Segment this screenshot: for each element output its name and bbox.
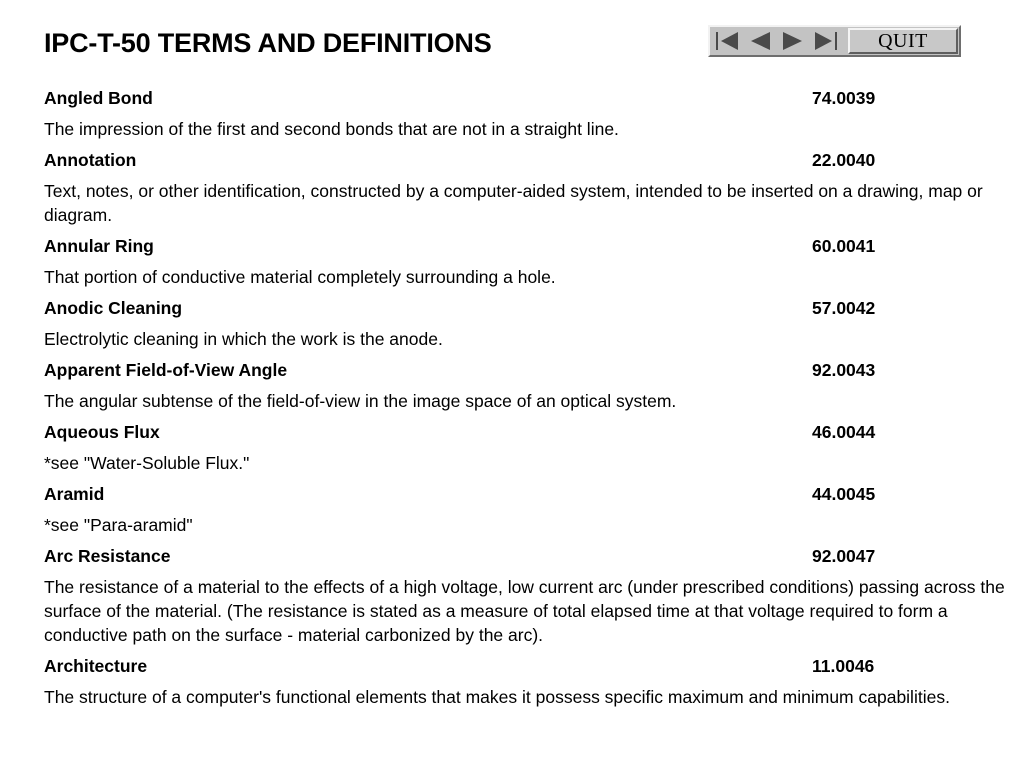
first-page-button[interactable] (710, 27, 743, 55)
glossary-list (44, 86, 1016, 716)
term-row (44, 234, 1016, 265)
term-row (44, 296, 1016, 327)
quit-button[interactable]: QUIT (848, 28, 958, 54)
term-name: Aqueous Flux (44, 422, 160, 442)
skip-to-last-icon (812, 29, 840, 53)
term-definition: Electrolytic cleaning in which the work is the anode. (44, 329, 443, 349)
term-number: 46.0044 (812, 422, 876, 442)
term-name: Annotation (44, 150, 137, 170)
term-definition: The impression of the first and second bonds that are not in a straight line. (44, 119, 619, 139)
term-number: 60.0041 (812, 236, 876, 256)
glossary-entry (44, 544, 1016, 654)
term-row (44, 544, 1016, 575)
previous-icon (746, 29, 774, 53)
term-definition: *see "Water-Soluble Flux." (44, 453, 250, 473)
glossary-entry (44, 420, 1016, 482)
last-page-button[interactable] (809, 27, 842, 55)
navigation-toolbar (708, 25, 961, 57)
term-name: Angled Bond (44, 88, 153, 108)
term-definition: *see "Para-aramid" (44, 515, 193, 535)
page-title: IPC-T-50 TERMS AND DEFINITIONS (44, 28, 492, 58)
term-row (44, 420, 1016, 451)
glossary-entry (44, 296, 1016, 358)
term-name: Aramid (44, 484, 105, 504)
term-row (44, 654, 1016, 685)
glossary-entry (44, 482, 1016, 544)
glossary-entry (44, 234, 1016, 296)
next-icon (779, 29, 807, 53)
glossary-entry (44, 654, 1016, 716)
term-name: Architecture (44, 656, 148, 676)
previous-page-button[interactable] (743, 27, 776, 55)
term-definition: That portion of conductive material completely surrounding a hole. (44, 267, 556, 287)
term-number: 44.0045 (812, 484, 876, 504)
term-row (44, 148, 1016, 179)
term-number: 22.0040 (812, 150, 876, 170)
term-name: Arc Resistance (44, 546, 171, 566)
skip-to-first-icon (713, 29, 741, 53)
term-number: 11.0046 (812, 656, 875, 676)
term-number: 92.0047 (812, 546, 876, 566)
term-name: Apparent Field-of-View Angle (44, 360, 288, 380)
term-name: Annular Ring (44, 236, 154, 256)
glossary-entry (44, 148, 1016, 234)
term-row (44, 482, 1016, 513)
glossary-entry (44, 358, 1016, 420)
term-definition: The angular subtense of the field-of-view in the image space of an optical system. (44, 391, 677, 411)
term-name: Anodic Cleaning (44, 298, 183, 318)
term-number: 92.0043 (812, 360, 876, 380)
term-definition: The structure of a computer's functional elements that makes it possess specific maximum and minimum capabilities. (44, 687, 950, 707)
term-definition: Text, notes, or other identification, constructed by a computer-aided system, intended to be inserted on a drawing, map or diagram. (44, 181, 983, 225)
next-page-button[interactable] (776, 27, 809, 55)
term-number: 57.0042 (812, 298, 876, 318)
term-definition: The resistance of a material to the effects of a high voltage, low current arc (under prescribed conditions) passing across the surface of the material. (The resistance is stated as a measure of total elapsed time at that voltage required to form a conductive path on the surface - material carbonized by the arc). (44, 577, 1005, 645)
term-row (44, 358, 1016, 389)
glossary-entry (44, 86, 1016, 148)
term-row (44, 86, 1016, 117)
term-number: 74.0039 (812, 88, 876, 108)
